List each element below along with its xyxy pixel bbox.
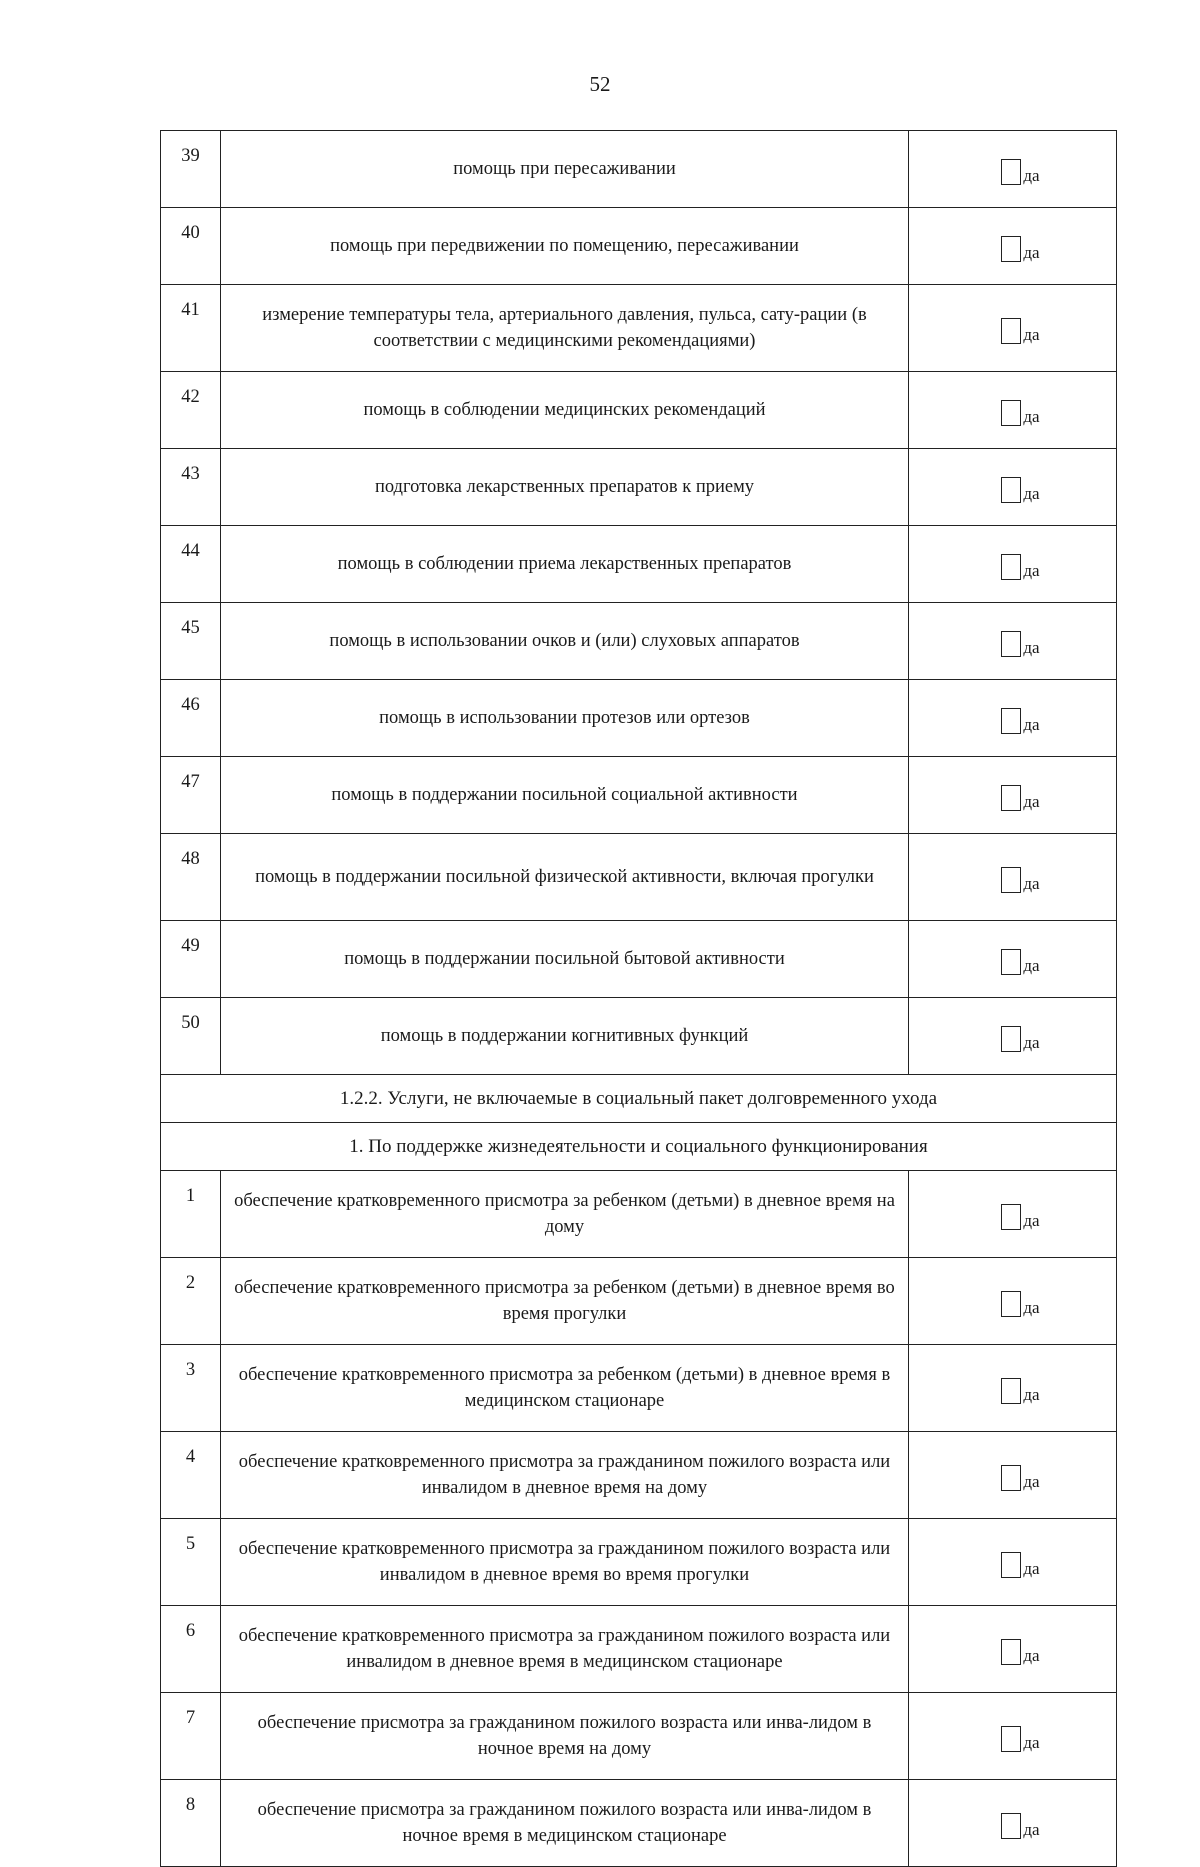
row-number: 4 — [161, 1432, 221, 1519]
answer-option — [909, 1546, 1116, 1578]
yes-label: да — [1023, 484, 1040, 503]
yes-label: да — [1023, 1733, 1040, 1752]
answer-cell — [909, 1171, 1117, 1258]
row-number: 39 — [161, 131, 221, 208]
answer-cell — [909, 921, 1117, 998]
row-number: 43 — [161, 449, 221, 526]
yes-checkbox[interactable] — [1001, 477, 1021, 503]
table-row — [161, 372, 1117, 449]
answer-cell — [909, 603, 1117, 680]
answer-option — [909, 943, 1116, 975]
answer-option — [909, 1459, 1116, 1491]
answer-cell — [909, 1606, 1117, 1693]
service-description: подготовка лекарственных препаратов к приему — [221, 449, 909, 526]
answer-option — [909, 1720, 1116, 1752]
table-row — [161, 680, 1117, 757]
answer-cell — [909, 526, 1117, 603]
yes-checkbox[interactable] — [1001, 554, 1021, 580]
answer-cell — [909, 449, 1117, 526]
yes-label: да — [1023, 956, 1040, 975]
yes-label: да — [1023, 792, 1040, 811]
yes-checkbox[interactable] — [1001, 236, 1021, 262]
table-row — [161, 1258, 1117, 1345]
answer-cell — [909, 208, 1117, 285]
row-number: 44 — [161, 526, 221, 603]
answer-option — [909, 1285, 1116, 1317]
table-row — [161, 998, 1117, 1075]
service-description: помощь в соблюдении приема лекарственных препаратов — [221, 526, 909, 603]
service-description: помощь в поддержании посильной физической активности, включая прогулки — [221, 834, 909, 921]
yes-checkbox[interactable] — [1001, 318, 1021, 344]
service-description: обеспечение присмотра за гражданином пожилого возраста или инва-лидом в ночное время в медицинском стационаре — [221, 1780, 909, 1867]
service-description: помощь при передвижении по помещению, пересаживании — [221, 208, 909, 285]
answer-cell — [909, 1345, 1117, 1432]
service-description: помощь в поддержании посильной бытовой активности — [221, 921, 909, 998]
answer-option — [909, 1372, 1116, 1404]
row-number: 5 — [161, 1519, 221, 1606]
row-number: 8 — [161, 1780, 221, 1867]
service-description: обеспечение кратковременного присмотра за ребенком (детьми) в дневное время на дому — [221, 1171, 909, 1258]
row-number: 47 — [161, 757, 221, 834]
table-row — [161, 1171, 1117, 1258]
answer-cell — [909, 1258, 1117, 1345]
row-number: 7 — [161, 1693, 221, 1780]
service-description: помощь в поддержании посильной социальной активности — [221, 757, 909, 834]
answer-cell — [909, 372, 1117, 449]
yes-label: да — [1023, 1211, 1040, 1230]
yes-checkbox[interactable] — [1001, 159, 1021, 185]
answer-option — [909, 1020, 1116, 1052]
yes-label: да — [1023, 1472, 1040, 1491]
table-row — [161, 834, 1117, 921]
yes-label: да — [1023, 1385, 1040, 1404]
yes-checkbox[interactable] — [1001, 1726, 1021, 1752]
answer-option — [909, 1807, 1116, 1839]
row-number: 40 — [161, 208, 221, 285]
yes-label: да — [1023, 874, 1040, 893]
yes-label: да — [1023, 561, 1040, 580]
yes-checkbox[interactable] — [1001, 1639, 1021, 1665]
table-row — [161, 1693, 1117, 1780]
service-description: помощь в поддержании когнитивных функций — [221, 998, 909, 1075]
row-number: 46 — [161, 680, 221, 757]
answer-cell — [909, 834, 1117, 921]
service-description: измерение температуры тела, артериального давления, пульса, сату-рации (в соответствии с медицинскими рекомендациями) — [221, 285, 909, 372]
services-table-top — [161, 131, 1117, 1075]
answer-option — [909, 625, 1116, 657]
answer-option — [909, 153, 1116, 185]
services-table — [160, 130, 1117, 1867]
yes-label: да — [1023, 638, 1040, 657]
section-heading-row — [161, 1075, 1117, 1123]
table-row — [161, 526, 1117, 603]
answer-option — [909, 861, 1116, 893]
table-row — [161, 1345, 1117, 1432]
yes-checkbox[interactable] — [1001, 708, 1021, 734]
row-number: 50 — [161, 998, 221, 1075]
answer-cell — [909, 680, 1117, 757]
row-number: 3 — [161, 1345, 221, 1432]
answer-cell — [909, 998, 1117, 1075]
row-number: 1 — [161, 1171, 221, 1258]
yes-label: да — [1023, 1646, 1040, 1665]
answer-option — [909, 471, 1116, 503]
answer-option — [909, 1633, 1116, 1665]
answer-option — [909, 312, 1116, 344]
service-description: помощь в использовании протезов или ортезов — [221, 680, 909, 757]
row-number: 48 — [161, 834, 221, 921]
yes-label: да — [1023, 1033, 1040, 1052]
answer-cell — [909, 1432, 1117, 1519]
answer-cell — [909, 285, 1117, 372]
service-description: обеспечение кратковременного присмотра за ребенком (детьми) в дневное время в медицинском стационаре — [221, 1345, 909, 1432]
yes-label: да — [1023, 1820, 1040, 1839]
service-description: помощь в соблюдении медицинских рекомендаций — [221, 372, 909, 449]
row-number: 2 — [161, 1258, 221, 1345]
row-number: 49 — [161, 921, 221, 998]
section-block — [161, 1075, 1117, 1171]
yes-label: да — [1023, 325, 1040, 344]
yes-checkbox[interactable] — [1001, 1465, 1021, 1491]
answer-cell — [909, 131, 1117, 208]
answer-cell — [909, 757, 1117, 834]
yes-checkbox[interactable] — [1001, 867, 1021, 893]
yes-checkbox[interactable] — [1001, 949, 1021, 975]
yes-checkbox[interactable] — [1001, 1204, 1021, 1230]
row-number: 45 — [161, 603, 221, 680]
answer-cell — [909, 1780, 1117, 1867]
table-row — [161, 208, 1117, 285]
row-number: 6 — [161, 1606, 221, 1693]
yes-label: да — [1023, 166, 1040, 185]
service-description: обеспечение кратковременного присмотра за гражданином пожилого возраста или инвалидом в дневное время в медицинском стационаре — [221, 1606, 909, 1693]
yes-checkbox[interactable] — [1001, 1813, 1021, 1839]
yes-checkbox[interactable] — [1001, 1026, 1021, 1052]
page-number: 52 — [589, 72, 611, 96]
answer-option — [909, 230, 1116, 262]
yes-checkbox[interactable] — [1001, 1552, 1021, 1578]
subsection-heading: 1. По поддержке жизнедеятельности и социального функционирования — [161, 1123, 1117, 1171]
service-description: обеспечение присмотра за гражданином пожилого возраста или инва-лидом в ночное время на дому — [221, 1693, 909, 1780]
service-description: обеспечение кратковременного присмотра за гражданином пожилого возраста или инвалидом в дневное время на дому — [221, 1432, 909, 1519]
yes-label: да — [1023, 715, 1040, 734]
yes-checkbox[interactable] — [1001, 1291, 1021, 1317]
row-number: 41 — [161, 285, 221, 372]
yes-label: да — [1023, 1559, 1040, 1578]
table-row — [161, 1606, 1117, 1693]
table-row — [161, 1432, 1117, 1519]
answer-option — [909, 702, 1116, 734]
table-row — [161, 921, 1117, 998]
subsection-heading-row — [161, 1123, 1117, 1171]
answer-option — [909, 548, 1116, 580]
services-table-bottom — [161, 1171, 1117, 1867]
answer-cell — [909, 1519, 1117, 1606]
table-row — [161, 1780, 1117, 1867]
yes-checkbox[interactable] — [1001, 1378, 1021, 1404]
yes-label: да — [1023, 407, 1040, 426]
table-row — [161, 449, 1117, 526]
section-heading: 1.2.2. Услуги, не включаемые в социальный пакет долговременного ухода — [161, 1075, 1117, 1123]
yes-checkbox[interactable] — [1001, 785, 1021, 811]
answer-cell — [909, 1693, 1117, 1780]
table-row — [161, 1519, 1117, 1606]
yes-checkbox[interactable] — [1001, 631, 1021, 657]
service-description: обеспечение кратковременного присмотра за ребенком (детьми) в дневное время во время прогулки — [221, 1258, 909, 1345]
service-description: помощь при пересаживании — [221, 131, 909, 208]
yes-label: да — [1023, 243, 1040, 262]
answer-option — [909, 779, 1116, 811]
table-row — [161, 285, 1117, 372]
table-row — [161, 131, 1117, 208]
yes-checkbox[interactable] — [1001, 400, 1021, 426]
answer-option — [909, 394, 1116, 426]
yes-label: да — [1023, 1298, 1040, 1317]
service-description: обеспечение кратковременного присмотра за гражданином пожилого возраста или инвалидом в дневное время во время прогулки — [221, 1519, 909, 1606]
service-description: помощь в использовании очков и (или) слуховых аппаратов — [221, 603, 909, 680]
table-row — [161, 757, 1117, 834]
table-row — [161, 603, 1117, 680]
answer-option — [909, 1198, 1116, 1230]
row-number: 42 — [161, 372, 221, 449]
